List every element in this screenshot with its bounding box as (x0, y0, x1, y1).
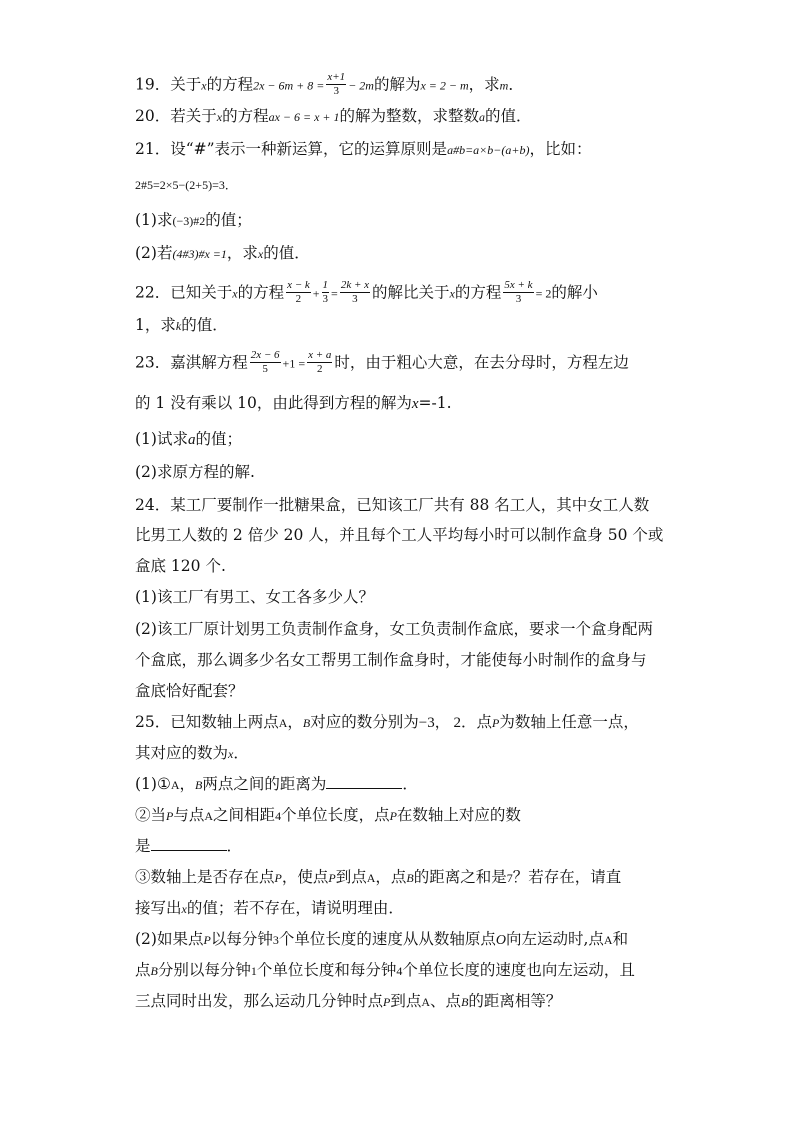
q19-text: 的方程 (206, 75, 254, 94)
fraction-numerator: x+1 (327, 71, 346, 83)
q21-example-expr: 2#5=2×5−(2+5)=3． (135, 178, 237, 192)
q21-text: (2)若 (135, 244, 173, 262)
q23-sub-2 (135, 462, 255, 482)
q22-text: 的方程 (237, 283, 285, 302)
q25-text: 分别以每分钟 (157, 961, 251, 979)
q21-sub1-expr: (−3)#2 (172, 214, 206, 228)
q24-sub-1 (135, 587, 374, 607)
q23-var-a: a (187, 432, 196, 448)
q25-text: 向左运动时,点 (505, 930, 604, 948)
q23-operator: +1 = (282, 356, 306, 371)
question-21 (135, 139, 591, 160)
q20-text: 的解为整数，求整数 (339, 107, 480, 125)
q20-var-x: x (216, 110, 223, 124)
q22-var-k: k (175, 319, 182, 333)
q22-text: 的值． (181, 316, 228, 334)
q25-point-p: P (492, 716, 500, 730)
q25-var-x: x (228, 747, 234, 761)
q20-var-a: a (479, 110, 486, 124)
q25-text: 到点 (335, 868, 367, 886)
q21-text: 的值． (263, 244, 310, 262)
q25-text: 和 (612, 930, 629, 948)
q24-line-2 (135, 525, 663, 545)
q25-text: 的距离之和是 (413, 868, 507, 886)
q25-point-o: O (495, 933, 506, 948)
q25-sub-2-line-3 (135, 991, 561, 1012)
q24-text: (1)该工厂有男工、女工各多少人？ (135, 588, 374, 606)
q25-sub-1-2 (135, 805, 521, 826)
q25-text: 其对应的数为 (135, 744, 229, 762)
q25-text: ，点 (375, 868, 407, 886)
q24-text: 盒底恰好配套？ (135, 682, 244, 700)
q25-point-p: P (383, 995, 391, 1009)
q21-text: 的值； (205, 211, 252, 229)
q19-var-m: m (499, 78, 509, 93)
q25-point-a: A (204, 809, 214, 823)
q19-equation-left: 2x − 6m + 8 = (253, 78, 325, 93)
q25-number: 7 (506, 871, 513, 885)
q25-text: 之间相距 (213, 806, 276, 824)
q25-point-p: P (389, 809, 397, 823)
question-23 (135, 350, 629, 377)
q21-text: ，求 (226, 244, 258, 262)
q25-text: (2)如果点 (135, 930, 204, 948)
q21-sub2-var: x (257, 247, 264, 261)
q25-text: 接写出 (135, 899, 182, 917)
q25-sub-1-2-line-2 (135, 836, 242, 856)
q25-line-2 (135, 743, 249, 764)
q25-text: ？若存在，请直 (512, 868, 622, 886)
fraction-numerator: 2k + x (340, 279, 370, 291)
question-22 (135, 280, 598, 307)
q19-text: 的解为 (373, 75, 421, 94)
q25-text: 个单位长度和每分钟 (256, 961, 397, 979)
q25-text: ． (402, 775, 418, 793)
answer-blank (151, 836, 227, 851)
q25-text: 个单位长度的速度从从数轴原点 (278, 930, 496, 948)
q20-text: 的方程 (222, 107, 269, 125)
q19-text: 19．关于 (135, 75, 202, 94)
q25-text: 的值；若不存在，请说明理由． (186, 899, 404, 917)
q21-text: (1)求 (135, 211, 173, 229)
fraction-denominator: 5 (262, 363, 268, 375)
q23-sub-1 (135, 429, 242, 450)
q25-text: 25．已知数轴上两点 (135, 713, 279, 731)
q20-equation: ax − 6 = x + 1 (268, 110, 340, 124)
fraction-denominator: 2 (317, 363, 323, 375)
q25-point-b: B (195, 778, 203, 792)
q25-point-a: A (603, 933, 613, 947)
q25-text: 对应的数分别为 (310, 713, 419, 731)
q24-text: (2)该工厂原计划男工负责制作盒身，女工负责制作盒底，要求一个盒身配两 (135, 620, 653, 638)
q25-text: 以每分钟 (210, 930, 273, 948)
fraction-denominator: 2 (295, 293, 302, 305)
q25-sub-2 (135, 929, 628, 951)
fraction-denominator: 3 (352, 293, 358, 305)
q19-equation-right: − 2m (348, 78, 374, 93)
q25-text: 为数轴上任意一点， (499, 713, 639, 731)
q25-text: 与点 (173, 806, 205, 824)
q25-point-p: P (328, 871, 336, 885)
q25-number: 4 (275, 809, 282, 823)
q22-fraction-1 (286, 279, 311, 306)
q21-text: ，比如： (529, 140, 592, 158)
fraction-numerator: x + a (308, 349, 332, 361)
q25-text: 、点 (430, 992, 462, 1010)
q21-sub2-expr: (4#3)#x =1 (172, 247, 227, 261)
q25-text: 个单位长度的速度也向左运动，且 (402, 961, 635, 979)
q22-fraction-3 (340, 279, 370, 306)
q19-text: ，求 (468, 75, 500, 94)
q25-text: (1)① (135, 775, 171, 793)
q21-example (135, 174, 237, 195)
q25-sub-1-1 (135, 774, 418, 795)
q25-values: −3， 2 (418, 715, 461, 731)
q25-point-a: A (366, 871, 376, 885)
q22-text: 的方程 (454, 283, 502, 302)
q19-solution: x = 2 − m (420, 78, 469, 93)
q25-point-a: A (421, 995, 431, 1009)
q19-var-x: x (201, 78, 207, 93)
question-19 (135, 72, 524, 99)
fraction-denominator: 3 (515, 293, 522, 305)
q24-text: 个盒底，那么调多少名女工帮男工制作盒身时，才能使每小时制作的盒身与 (135, 651, 647, 669)
q23-text: 的 1 没有乘以 10，由此得到方程的解为 (135, 394, 412, 412)
q22-operator: + (312, 286, 320, 301)
q22-text: 的解小 (551, 283, 598, 302)
q25-text: ，使点 (281, 868, 329, 886)
q25-text: ， (287, 713, 303, 731)
question-25 (135, 712, 639, 733)
q25-text: ．点 (461, 713, 493, 731)
q19-fraction (326, 71, 346, 98)
q24-sub-2 (135, 619, 653, 639)
q25-point-b: B (461, 995, 469, 1009)
q22-text: 1，求 (135, 316, 176, 334)
q25-point-p: P (274, 871, 282, 885)
q23-var-x: x (411, 396, 419, 412)
q25-sub-2-line-2 (135, 960, 635, 981)
q22-text: 的解比关于 (372, 283, 450, 302)
fraction-numerator: 2x − 6 (250, 349, 280, 361)
q23-text: 的值； (195, 430, 242, 448)
q23-fraction-2 (307, 349, 332, 376)
q21-sub-1 (135, 210, 252, 231)
q22-line-2 (135, 315, 228, 336)
q24-sub-2-line-3 (135, 681, 244, 701)
q25-point-b: B (406, 871, 414, 885)
q23-line-2 (135, 393, 452, 414)
q25-var-x: x (181, 902, 187, 916)
q22-fraction-4 (503, 279, 533, 306)
q25-sub-1-3-line-2 (135, 898, 404, 919)
q20-text: 20．若关于 (135, 107, 217, 125)
q25-point-b: B (302, 716, 311, 730)
q23-text: 时，由于粗心大意，在去分母时，方程左边 (334, 353, 629, 372)
q25-text: ， (179, 775, 196, 793)
q24-line-3 (135, 556, 226, 576)
fraction-denominator: 3 (333, 85, 340, 97)
q25-point-b: B (150, 964, 158, 978)
q21-text: 21．设“#”表示一种新运算，它的运算原则是 (135, 140, 448, 158)
q25-point-a: A (170, 778, 180, 792)
q23-fraction-1 (250, 349, 281, 376)
q25-text: ③数轴上是否存在点 (135, 868, 275, 886)
q24-text: 比男工人数的 2 倍少 20 人，并且每个工人平均每小时可以制作盒身 50 个或 (135, 526, 664, 544)
q22-text: 22．已知关于 (135, 283, 233, 302)
q25-text: ． (233, 744, 249, 762)
q25-text: 到点 (390, 992, 422, 1010)
q25-point-a: A (278, 716, 288, 730)
q25-sub-1-3 (135, 867, 621, 888)
fraction-numerator: 1 (322, 279, 329, 291)
q22-var-x: x (449, 286, 455, 301)
q20-text: 的值． (485, 107, 532, 125)
q25-number: 4 (396, 964, 403, 978)
question-20 (135, 106, 532, 127)
q24-text: 24．某工厂要制作一批糖果盒，已知该工厂共有 88 名工人，其中女工人数 (135, 496, 650, 514)
q22-operator: = (331, 286, 338, 301)
q25-text: ． (226, 837, 243, 855)
q25-text: 的距离相等？ (468, 992, 562, 1010)
q25-text: 个单位长度，点 (281, 806, 390, 824)
answer-blank (326, 774, 402, 789)
question-24 (135, 495, 649, 515)
q23-text: =-1. (418, 394, 452, 412)
q23-text: 23．嘉淇解方程 (135, 353, 248, 372)
q23-text: (2)求原方程的解. (135, 463, 255, 481)
q24-sub-2-line-2 (135, 650, 647, 670)
q25-text: 点 (135, 961, 151, 979)
q22-fraction-2 (322, 279, 330, 306)
q24-text: 盒底 120 个. (135, 557, 226, 575)
q25-text: 是 (135, 837, 151, 855)
q25-point-p: P (203, 933, 211, 947)
fraction-numerator: 5x + k (504, 279, 533, 291)
q21-rule: a#b=a×b−(a+b) (447, 143, 530, 157)
q25-point-p: P (166, 809, 174, 823)
q19-text: ． (508, 75, 524, 94)
q21-sub-2 (135, 243, 310, 264)
q25-text: 三点同时出发，那么运动几分钟时点 (135, 992, 384, 1010)
fraction-numerator: x − k (287, 279, 310, 291)
q25-number: 3 (272, 933, 279, 947)
q25-text: ②当 (135, 806, 167, 824)
q22-var-x: x (232, 286, 238, 301)
q25-text: 两点之间的距离为 (202, 775, 327, 793)
q25-text: 在数轴上对应的数 (396, 806, 521, 824)
q23-text: (1)试求 (135, 430, 188, 448)
q25-number: 1 (250, 964, 257, 978)
fraction-denominator: 3 (322, 293, 329, 305)
q22-operator: = 2 (535, 286, 552, 301)
